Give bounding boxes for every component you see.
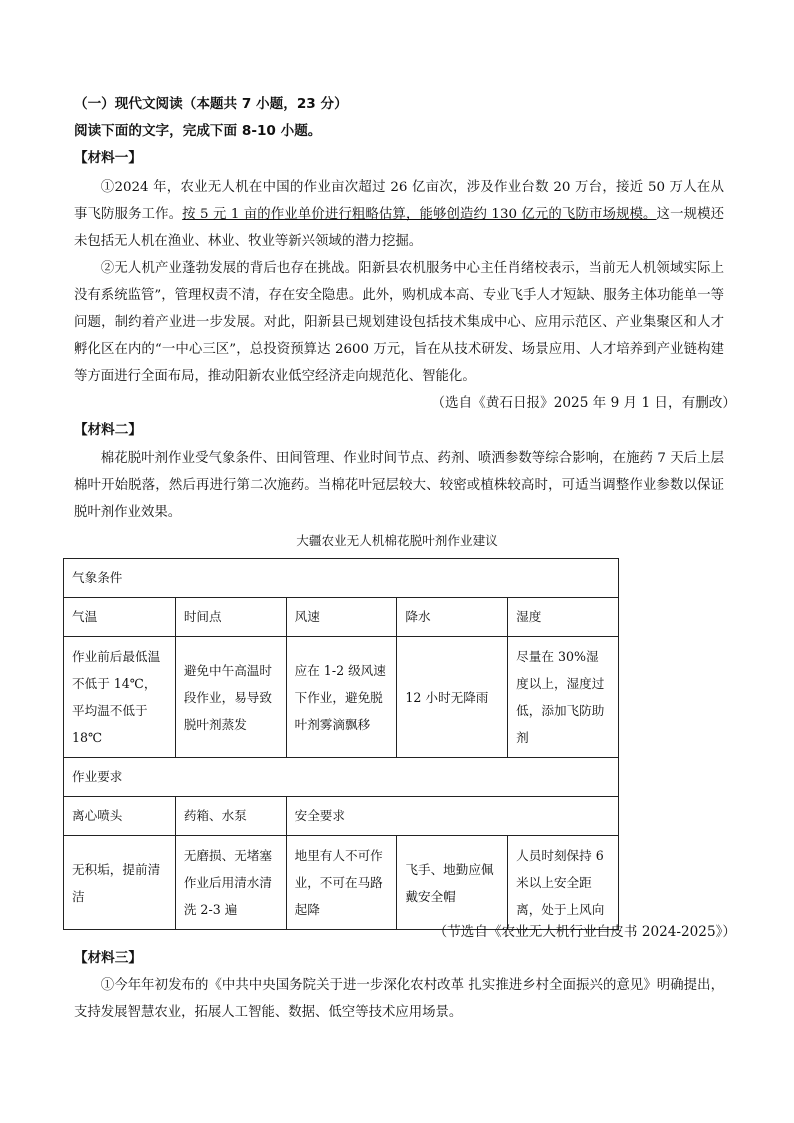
table-title: 大疆农业无人机棉花脱叶剂作业建议 [296, 533, 498, 548]
table-header-cell: 风速 [286, 598, 397, 637]
material2-paragraph1: 棉花脱叶剂作业受气象条件、田间管理、作业时间节点、药剂、喷洒参数等综合影响，在施药 7 天后上层棉叶开始脱落，然后再进行第二次施药。当棉花叶冠层较大、较密或植株较高时，可适当调整作业参数以保证脱叶剂作业效果。 [74, 451, 724, 520]
instruction: 阅读下面的文字，完成下面 8-10 小题。 [74, 123, 322, 139]
table-header-cell: 离心喷头 [64, 797, 176, 836]
table-header-cell: 时间点 [175, 598, 286, 637]
table-cell: 12 小时无降雨 [397, 637, 508, 758]
material1-paragraph1 [74, 174, 724, 255]
table-header-cell: 降水 [397, 598, 508, 637]
table-cell: 无积垢，提前清洁 [64, 836, 176, 930]
material3-paragraph1: ①今年年初发布的《中共中央国务院关于进一步深化农村改革 扎实推进乡村全面振兴的意见》明确提出，支持发展智慧农业，拓展人工智能、数据、低空等技术应用场景。 [74, 978, 724, 1020]
material1-label: 【材料一】 [74, 150, 142, 166]
table-cell: 作业前后最低温不低于 14℃，平均温不低于 18℃ [64, 637, 176, 758]
material1-p1-end: 这一规模还未包括无人机在渔业、林业、牧业等新兴领域的潜力挖掘。 [74, 207, 725, 249]
table-header-cell: 药箱、水泵 [175, 797, 286, 836]
table-row [64, 797, 619, 836]
table-row [64, 758, 619, 797]
material2-label: 【材料二】 [74, 422, 142, 438]
section-heading: （一）现代文阅读（本题共 7 小题，23 分） [74, 96, 348, 112]
table-cell: 飞手、地勤应佩戴安全帽 [397, 836, 508, 930]
table-header-cell: 气温 [64, 598, 176, 637]
table-cell: 地里有人不可作业，不可在马路起降 [286, 836, 397, 930]
material1-p1-underlined: 按 5 元 1 亩的作业单价进行粗略估算，能够创造约 130 亿元的飞防市场规模。 [182, 207, 657, 222]
material1-p1-start: ①2024 年，农业无人机在中国的作业亩次超过 26 亿亩次，涉及作业台数 20 万台，接近 50 万人在从事飞防服务工作。 [74, 180, 724, 222]
material1-paragraph2: ②无人机产业蓬勃发展的背后也存在挑战。阳新县农机服务中心主任肖绪校表示，当前无人机领域实际上没有系统监管”，管理权责不清，存在安全隐患。此外，购机成本高、专业飞手人才短缺、服务主体功能单一等问题，制约着产业进一步发展。对此，阳新县已规划建设包括技术集成中心、应用示范区、产业集聚区和人才孵化区在内的“一中心三区”，总投资预算达 2600 万元，旨在从技术研发、场景应用、人才培养到产业链构建等方面进行全面布局，推动阳新农业低空经济走向规范化、智能化。 [74, 261, 724, 384]
table-cell: 无磨损、无堵塞作业后用清水清洗 2-3 遍 [175, 836, 286, 930]
table-cell: 应在 1-2 级风速下作业，避免脱叶剂雾滴飘移 [286, 637, 397, 758]
material2-source: （节选自《农业无人机行业白皮书 2024-2025》） [433, 924, 736, 940]
table-section-weather: 气象条件 [64, 559, 619, 598]
table-row [64, 637, 619, 758]
table-header-cell: 湿度 [508, 598, 619, 637]
table-row [64, 598, 619, 637]
table-cell: 人员时刻保持 6 米以上安全距离，处于上风向 [508, 836, 619, 930]
material3-label: 【材料三】 [74, 950, 142, 966]
material1-source: （选自《黄石日报》2025 年 9 月 1 日，有删改） [431, 395, 736, 411]
table-cell: 尽量在 30%湿度以上，湿度过低，添加飞防助剂 [508, 637, 619, 758]
table-row [64, 836, 619, 930]
table-header-cell: 安全要求 [286, 797, 618, 836]
table-cell: 避免中午高温时段作业，易导致脱叶剂蒸发 [175, 637, 286, 758]
spraying-advice-table [63, 558, 619, 930]
table-row [64, 559, 619, 598]
table-section-requirements: 作业要求 [64, 758, 619, 797]
